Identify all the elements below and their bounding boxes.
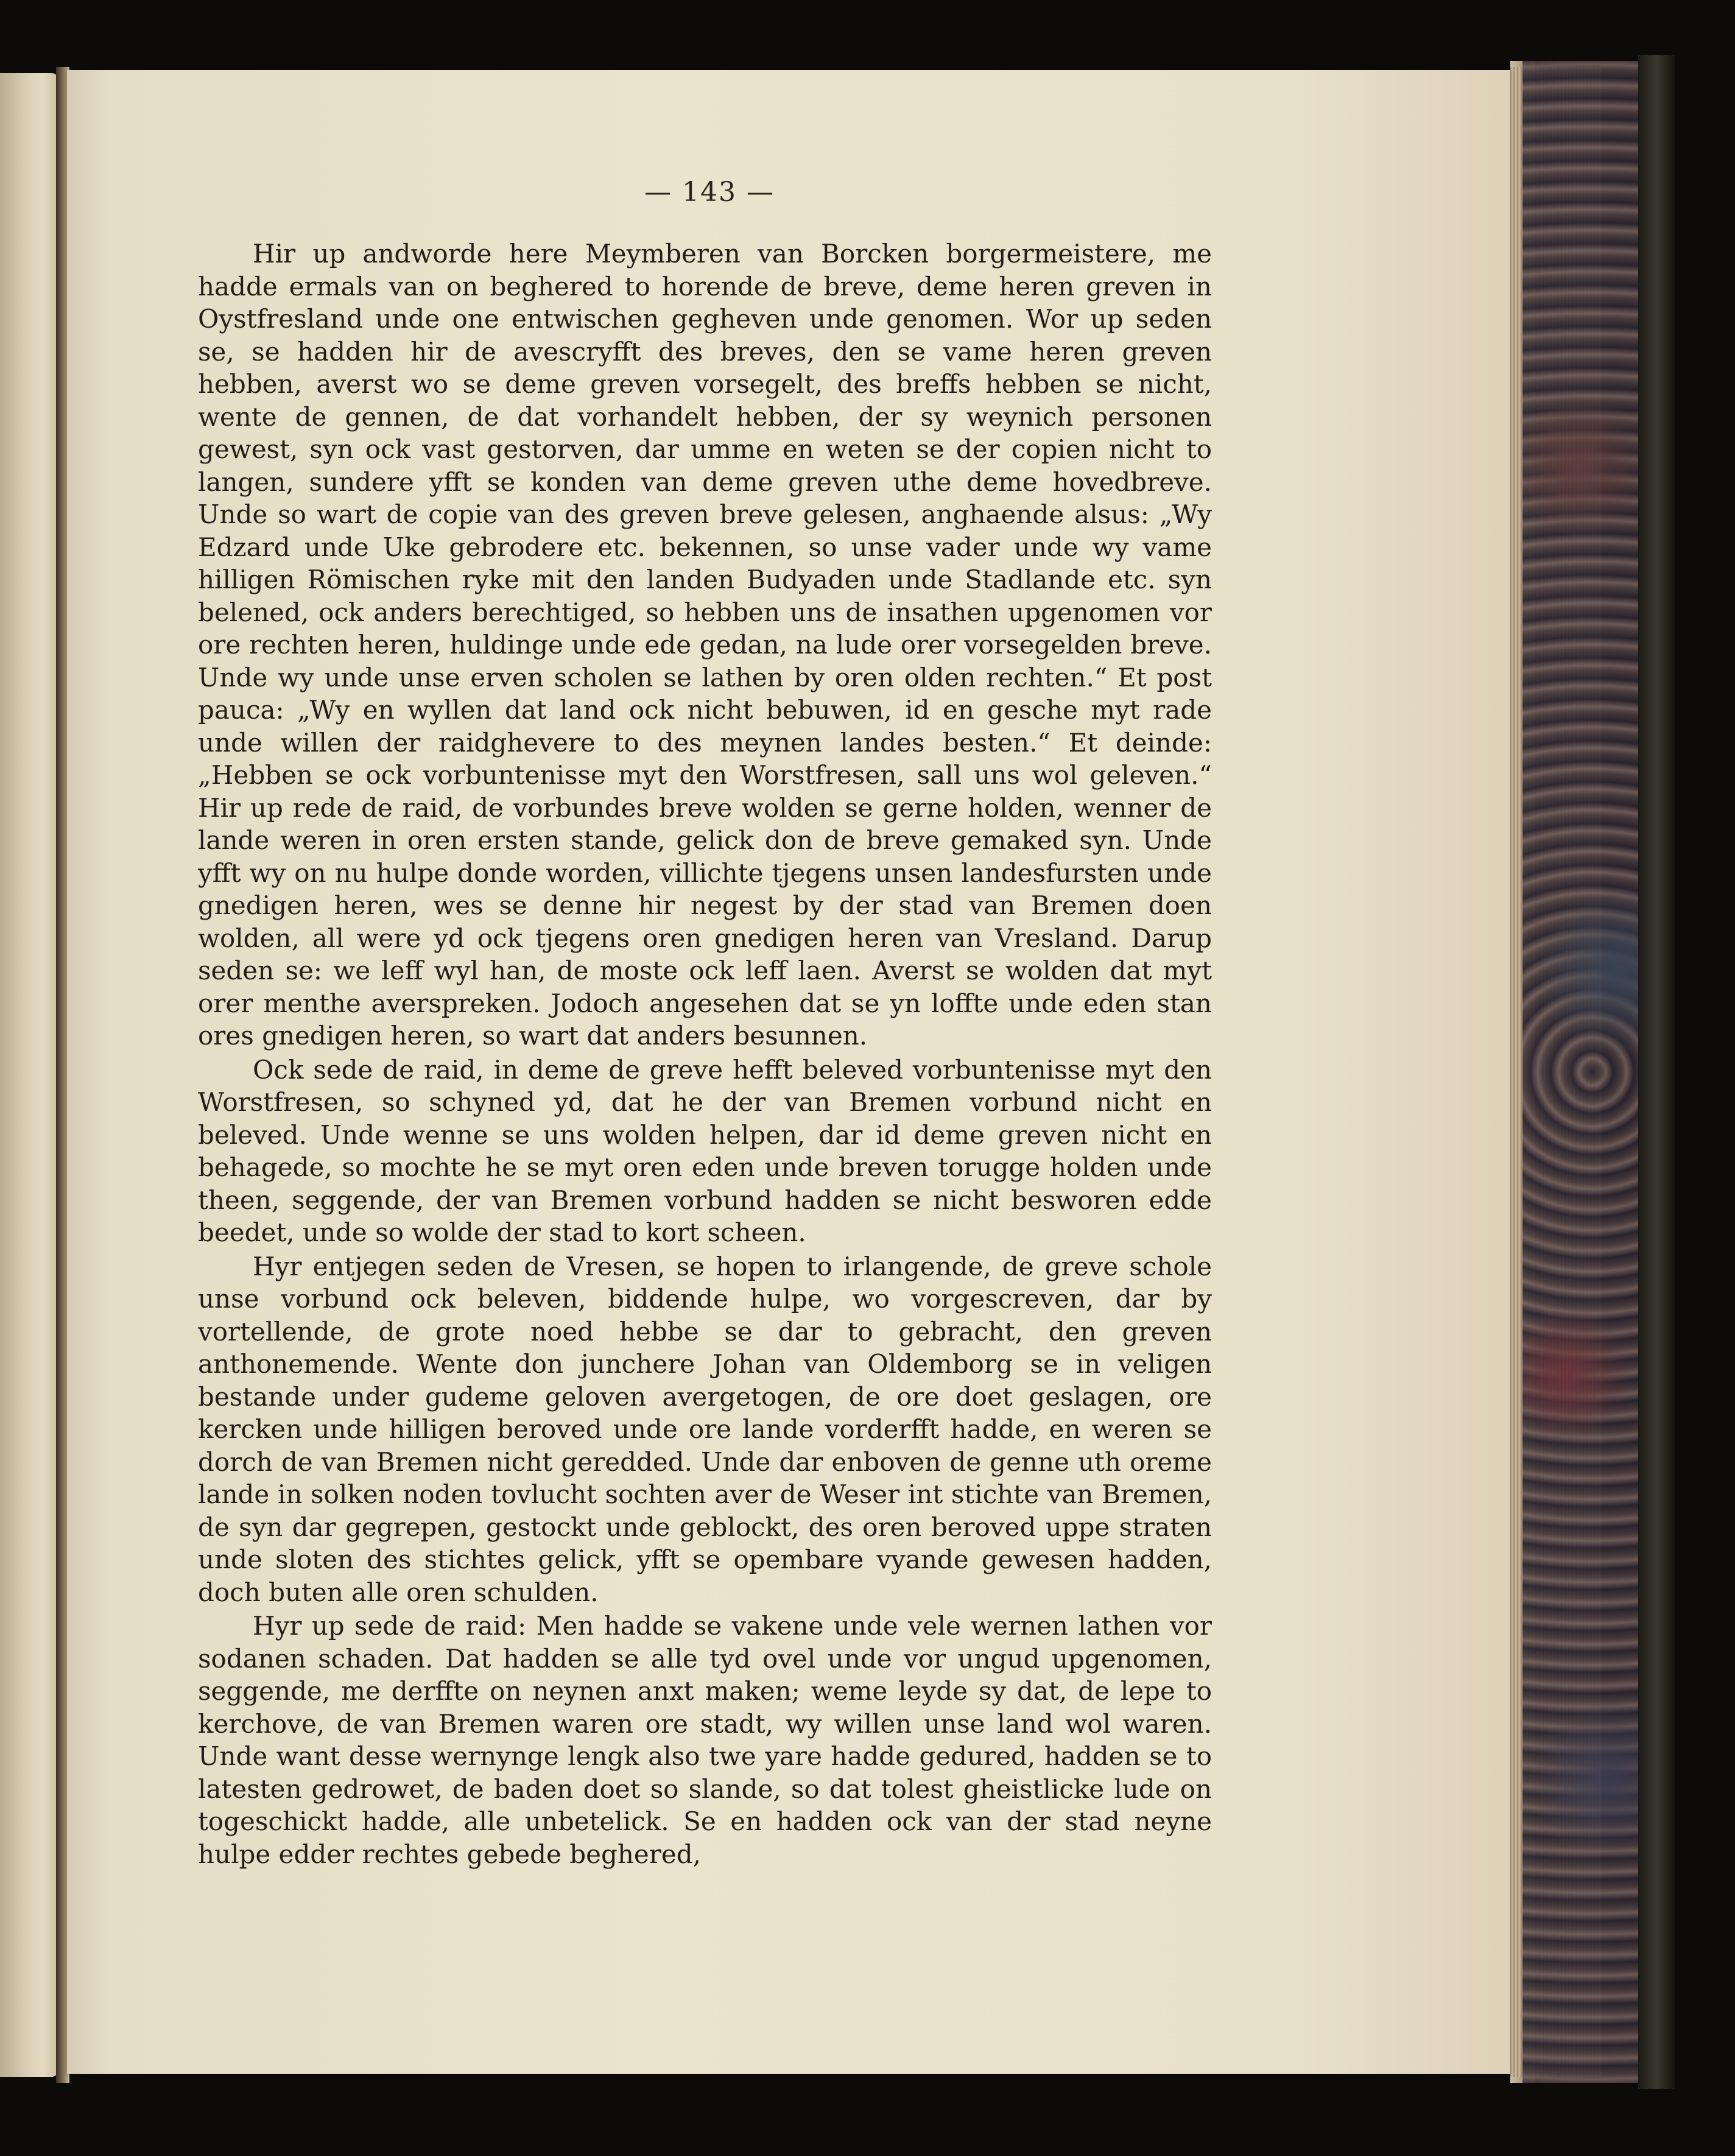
book-cover-edge: [1638, 55, 1675, 2089]
page-number: — 143 —: [644, 177, 775, 208]
paragraph-3: Hyr entjegen seden de Vresen, se hopen to irlangende, de greve schole unse vorbund ock beleven, biddende hulpe, wo vorgescreven, dar by vortellende, de grote noed hebbe se dar to gebracht, den greven anthonemende. Wente don junchere Johan van Oldemborg se in veligen bestande under gudeme geloven avergetogen, de ore doet geslagen, ore kercken unde hilligen beroved unde ore lande vorderfft hadde, en weren se dorch de van Bremen nicht geredded. Unde dar enboven de genne uth oreme lande in solken noden tovlucht sochten aver de Weser int stichte van Bremen, de syn dar gegrepen, gestockt unde geblockt, des oren beroved uppe straten unde sloten des stichtes gelick, yfft se opembare vyande gewesen hadden, doch buten alle oren schulden.: [198, 1251, 1212, 1607]
facing-page-edge: [0, 73, 58, 2077]
page-body-text: [198, 238, 1212, 1870]
paragraph-2: Ock sede de raid, in deme de greve hefft beleved vorbuntenisse myt den Worstfresen, so schyned yd, dat he der van Bremen vorbund nicht en beleved. Unde wenne se uns wolden helpen, dar id deme greven nicht en behagede, so mochte he se myt oren eden unde breven torugge holden unde theen, seggende, der van Bremen vorbund hadden se nicht besworen edde beedet, unde so wolde der stad to kort scheen.: [198, 1054, 1212, 1247]
paragraph-1: Hir up andworde here Meymberen van Borcken borgermeistere, me hadde ermals van on beghered to horende de breve, deme heren greven in Oystfresland unde one entwischen gegheven unde genomen. Wor up seden se, se hadden hir de avescryfft des breves, den se vame heren greven hebben, averst wo se deme greven vorsegelt, des breffs hebben se nicht, wente de gennen, de dat vorhandelt hebben, der sy weynich personen gewest, syn ock vast gestorven, dar umme en weten se der copien nicht to langen, sundere yfft se konden van deme greven uthe deme hovedbreve. Unde so wart de copie van des greven breve gelesen, anghaende alsus: „Wy Edzard unde Uke gebrodere etc. bekennen, so unse vader unde wy vame hilligen Römischen ryke mit den landen Budyaden unde Stadlande etc. syn belened, ock anders berechtiged, so hebben uns de insathen upgenomen vor ore rechten heren, huldinge unde ede gedan, na lude orer vorsegelden breve. Unde wy unde unse erven scholen se lathen by oren olden rechten.“ Et post pauca: „Wy en wyllen dat land ock nicht bebuwen, id en gesche myt rade unde willen der raidghevere to des meynen landes besten.“ Et deinde: „Hebben se ock vorbuntenisse myt den Worstfresen, sall uns wol geleven.“ Hir up rede de raid, de vorbundes breve wolden se gerne holden, wenner de lande weren in oren ersten stande, gelick don de breve gemaked syn. Unde yfft wy on nu hulpe donde worden, villichte tjegens unsen landesfursten unde gnedigen heren, wes se denne hir negest by der stad van Bremen doen wolden, all were yd ock tjegens oren gnedigen heren van Vresland. Darup seden se: we leff wyl han, de moste ock leff laen. Averst se wolden dat myt orer menthe averspreken. Jodoch angesehen dat se yn loffte unde eden stan ores gnedigen heren, so wart dat anders besunnen.: [198, 239, 1212, 1051]
paragraph-4: Hyr up sede de raid: Men hadde se vakene unde vele wernen lathen vor sodanen schaden. Dat hadden se alle tyd ovel unde vor ungud upgenomen, seggende, me derffte on neynen anxt maken; weme leyde sy dat, de lepe to kerchove, de van Bremen waren ore stadt, wy willen unse land wol waren. Unde want desse wernynge lengk also twe yare hadde gedured, hadden se to latesten gedrowet, de baden doet so slande, so dat tolest gheistlicke lude on togeschickt hadde, alle unbetelick. Se en hadden ock van der stad neyne hulpe edder rechtes gebede beghered,: [198, 1611, 1212, 1869]
